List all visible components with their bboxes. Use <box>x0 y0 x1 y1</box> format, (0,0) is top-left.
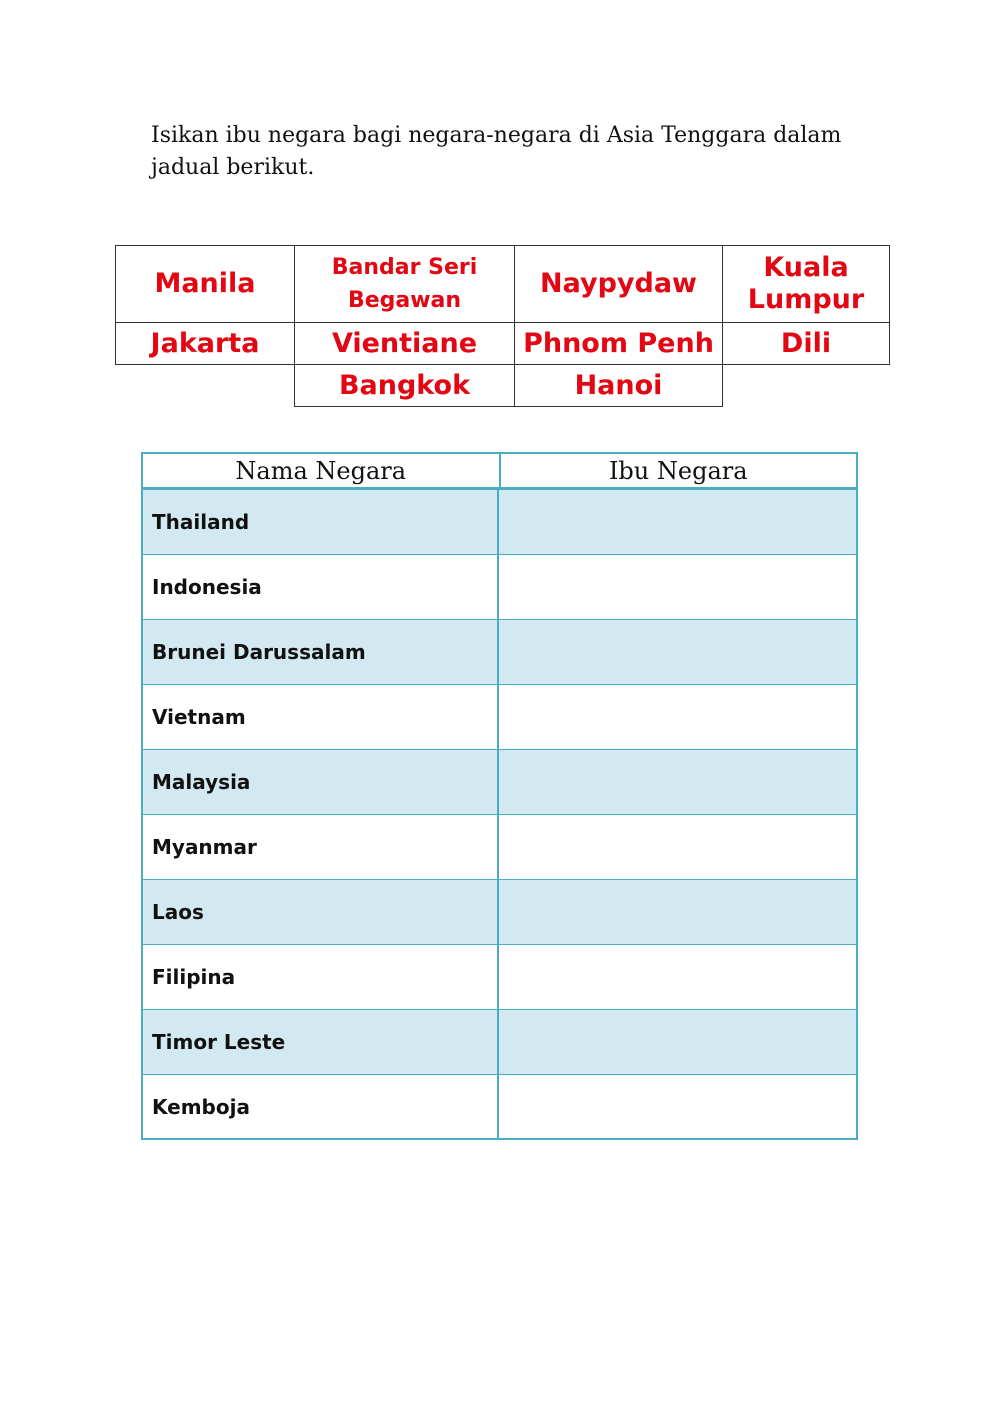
capital-option[interactable]: Kuala Lumpur <box>722 245 890 323</box>
capital-answer-slot[interactable] <box>499 750 856 814</box>
table-row <box>141 1010 858 1075</box>
table-row <box>141 620 858 685</box>
header-capital: Ibu Negara <box>499 454 857 487</box>
table-row <box>141 880 858 945</box>
table-row <box>141 490 858 555</box>
capital-option[interactable]: Naypydaw <box>514 245 723 323</box>
table-row <box>141 555 858 620</box>
country-capital-table <box>141 452 858 1140</box>
capital-answer-slot[interactable] <box>499 490 856 554</box>
capital-option[interactable]: Dili <box>722 322 890 365</box>
capital-answer-slot[interactable] <box>499 945 856 1009</box>
capital-answer-slot[interactable] <box>499 685 856 749</box>
capital-option[interactable]: Bangkok <box>294 364 515 407</box>
capital-answer-slot[interactable] <box>499 1075 856 1138</box>
capital-option[interactable]: Jakarta <box>115 322 295 365</box>
country-name: Kemboja <box>143 1075 499 1138</box>
country-name: Timor Leste <box>143 1010 499 1074</box>
capital-option[interactable]: Bandar Seri Begawan <box>294 245 515 323</box>
capital-answer-slot[interactable] <box>499 880 856 944</box>
country-name: Thailand <box>143 490 499 554</box>
capital-answer-slot[interactable] <box>499 620 856 684</box>
capital-option[interactable]: Hanoi <box>514 364 723 407</box>
capital-answer-slot[interactable] <box>499 1010 856 1074</box>
capital-option[interactable]: Phnom Penh <box>514 322 723 365</box>
capital-word-bank <box>115 245 890 407</box>
capital-option[interactable]: Manila <box>115 245 295 323</box>
table-row <box>141 945 858 1010</box>
table-row <box>141 750 858 815</box>
header-country: Nama Negara <box>235 456 407 485</box>
instruction-text: Isikan ibu negara bagi negara-negara di Asia Tenggara dalam jadual berikut. <box>151 123 842 180</box>
table-header <box>141 452 858 490</box>
table-row <box>141 1075 858 1140</box>
country-name: Brunei Darussalam <box>143 620 499 684</box>
capital-answer-slot[interactable] <box>499 555 856 619</box>
table-row <box>141 815 858 880</box>
capital-answer-slot[interactable] <box>499 815 856 879</box>
country-name: Filipina <box>143 945 499 1009</box>
country-name: Malaysia <box>143 750 499 814</box>
country-name: Indonesia <box>143 555 499 619</box>
country-name: Laos <box>143 880 499 944</box>
capital-option[interactable]: Vientiane <box>294 322 515 365</box>
country-name: Myanmar <box>143 815 499 879</box>
country-name: Vietnam <box>143 685 499 749</box>
table-row <box>141 685 858 750</box>
